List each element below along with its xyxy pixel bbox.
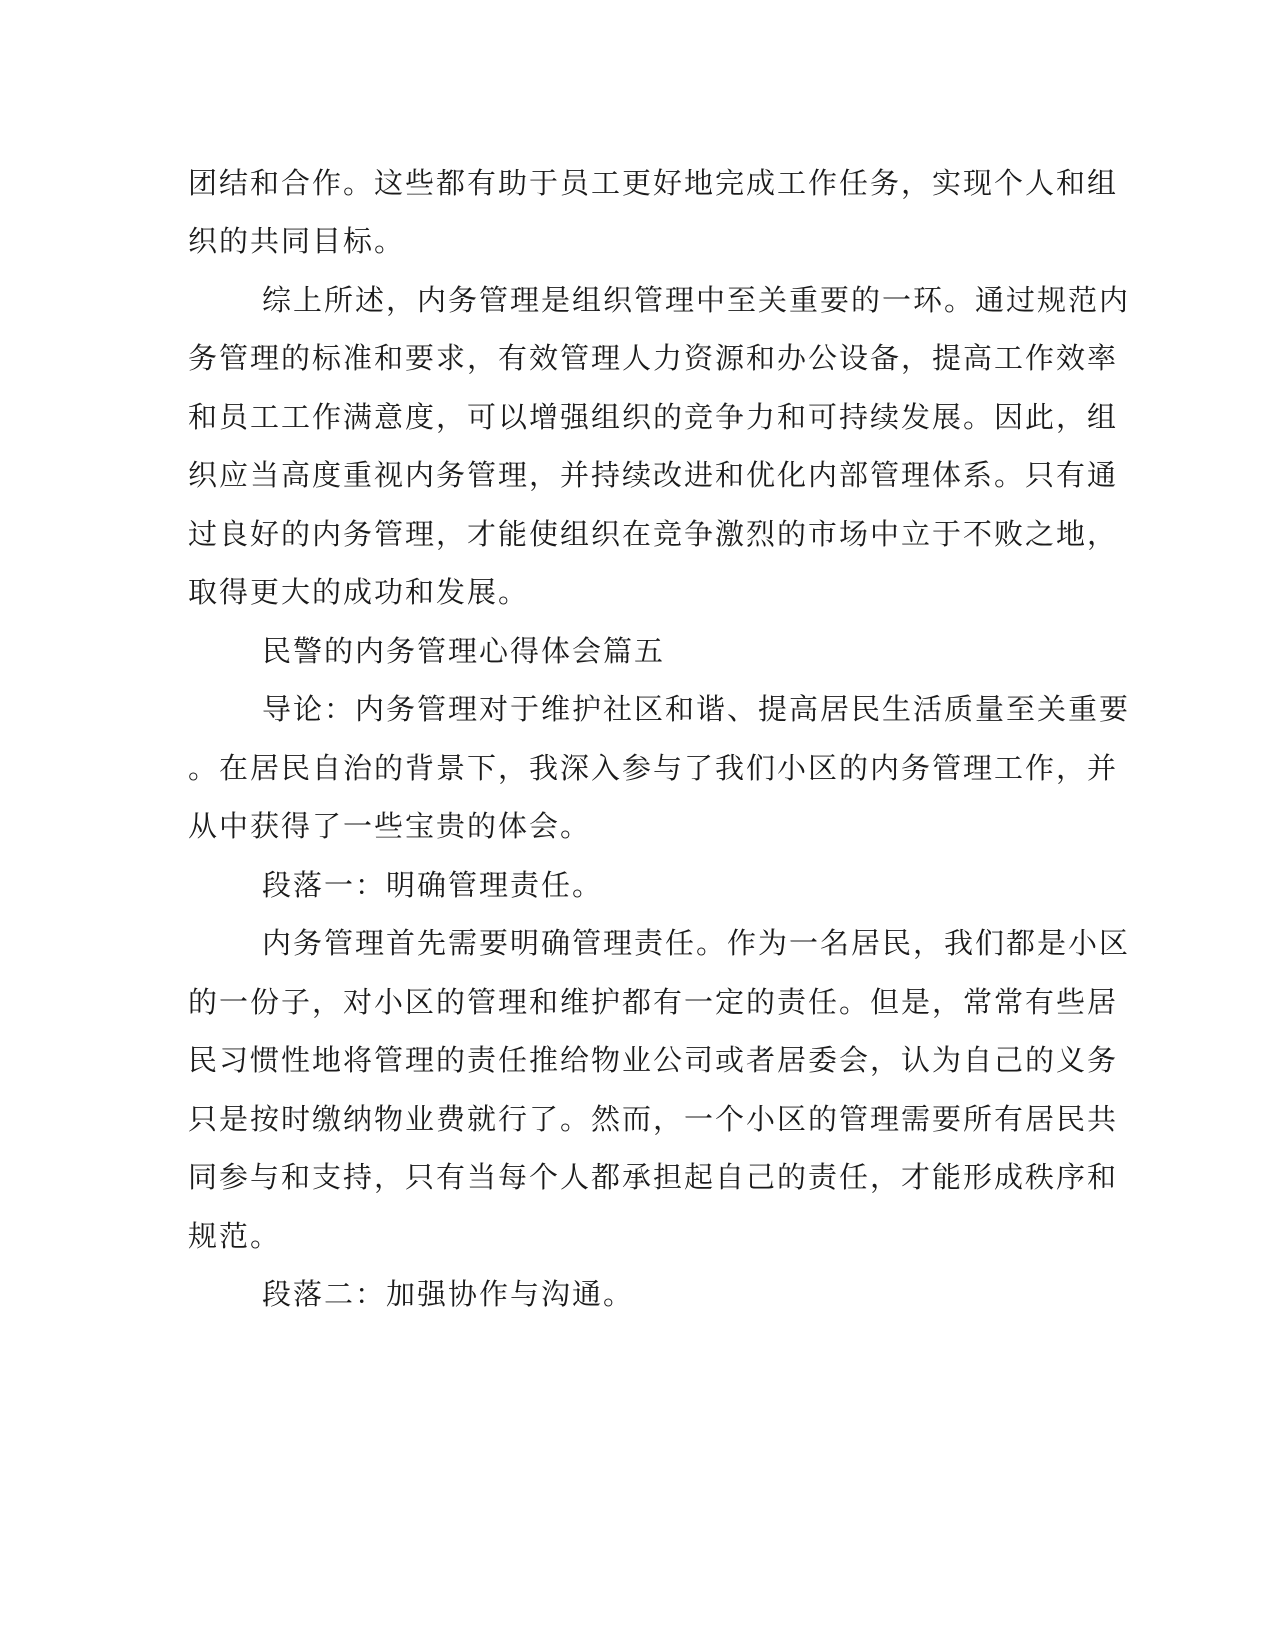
subsection-heading: 段落一：明确管理责任。 — [262, 868, 604, 902]
paragraph-line: 同参与和支持，只有当每个人都承担起自己的责任，才能形成秩序和 — [188, 1160, 1119, 1194]
paragraph-line: 综上所述，内务管理是组织管理中至关重要的一环。通过规范内 — [262, 283, 1131, 317]
section-heading: 民警的内务管理心得体会篇五 — [262, 634, 666, 668]
paragraph-line: 内务管理首先需要明确管理责任。作为一名居民，我们都是小区 — [262, 926, 1131, 960]
paragraph-line: 织的共同目标。 — [188, 224, 406, 258]
paragraph-line: 民习惯性地将管理的责任推给物业公司或者居委会，认为自己的义务 — [188, 1043, 1119, 1077]
paragraph-line: 取得更大的成功和发展。 — [188, 575, 530, 609]
paragraph-line: 和员工工作满意度，可以增强组织的竞争力和可持续发展。因此，组 — [188, 400, 1119, 434]
paragraph-line: 的一份子，对小区的管理和维护都有一定的责任。但是，常常有些居 — [188, 985, 1119, 1019]
paragraph-line: 。在居民自治的背景下，我深入参与了我们小区的内务管理工作，并 — [188, 751, 1119, 785]
paragraph-line: 从中获得了一些宝贵的体会。 — [188, 809, 592, 843]
paragraph-line: 导论：内务管理对于维护社区和谐、提高居民生活质量至关重要 — [262, 692, 1131, 726]
paragraph-line: 过良好的内务管理，才能使组织在竞争激烈的市场中立于不败之地， — [188, 517, 1119, 551]
paragraph-line: 织应当高度重视内务管理，并持续改进和优化内部管理体系。只有通 — [188, 458, 1119, 492]
paragraph-line: 只是按时缴纳物业费就行了。然而，一个小区的管理需要所有居民共 — [188, 1102, 1119, 1136]
paragraph-line: 规范。 — [188, 1219, 282, 1253]
paragraph-line: 团结和合作。这些都有助于员工更好地完成工作任务，实现个人和组 — [188, 166, 1119, 200]
paragraph-line: 务管理的标准和要求，有效管理人力资源和办公设备，提高工作效率 — [188, 341, 1119, 375]
subsection-heading: 段落二：加强协作与沟通。 — [262, 1277, 635, 1311]
